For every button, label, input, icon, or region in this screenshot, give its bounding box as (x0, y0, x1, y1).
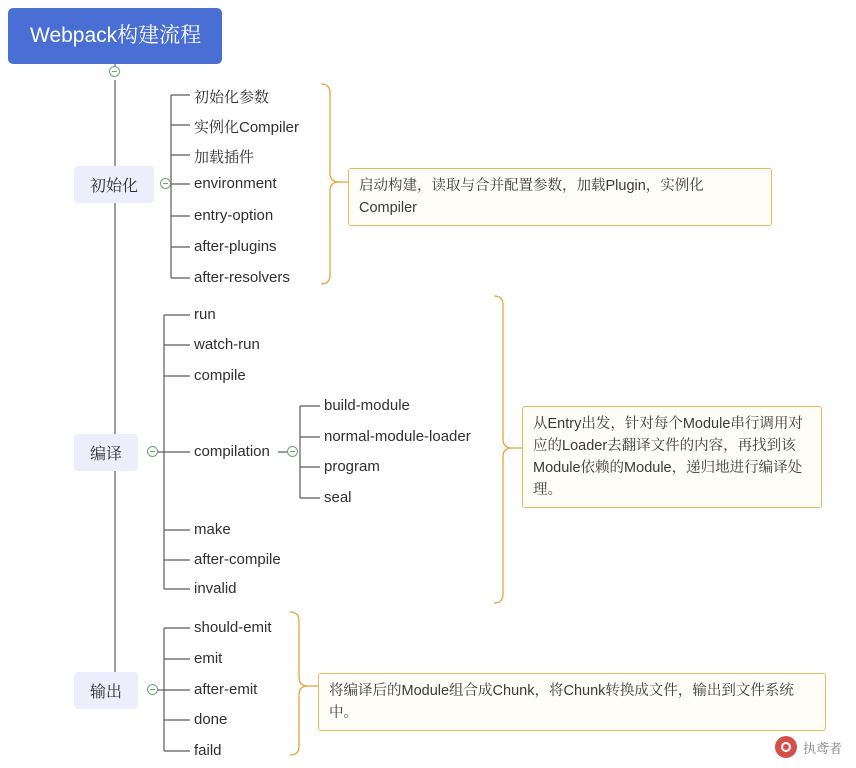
leaf-label: build-module (324, 397, 410, 414)
watermark (775, 736, 842, 758)
leaf-compilation-3[interactable] (324, 487, 352, 508)
leaf-label: make (194, 521, 231, 538)
watermark-text: 执鸢者 (802, 740, 842, 756)
note-init (348, 168, 772, 226)
leaf-compilation-2[interactable] (324, 456, 380, 477)
leaf-label: entry-option (194, 207, 274, 224)
note-text: 从Entry出发，针对每个Module串行调用对应的Loader去翻译文件的内容，再找到该Module依赖的Module，递归地进行编译处理。 (533, 416, 803, 498)
leaf-label: watch-run (194, 336, 260, 353)
leaf-compile-3[interactable] (194, 441, 270, 462)
watermark-logo-icon (775, 736, 797, 758)
leaf-label: run (194, 306, 216, 323)
branch-node-init[interactable] (74, 166, 154, 203)
branch-node-output[interactable] (74, 672, 138, 709)
leaf-label: 初始化参数 (194, 89, 270, 106)
leaf-compile-4[interactable] (194, 519, 231, 540)
leaf-init-4[interactable] (194, 205, 273, 226)
collapse-toggle-output[interactable] (147, 684, 158, 695)
leaf-label: seal (324, 489, 352, 506)
collapse-toggle-init[interactable] (160, 178, 171, 189)
root-node[interactable] (8, 8, 222, 64)
leaf-output-0[interactable] (194, 617, 272, 638)
leaf-compilation-0[interactable] (324, 395, 410, 416)
leaf-compilation-1[interactable] (324, 426, 471, 447)
note-output (318, 673, 826, 731)
note-text: 将编译后的Module组合成Chunk，将Chunk转换成文件，输出到文件系统中。 (329, 683, 794, 721)
root-label: Webpack构建流程 (30, 24, 202, 47)
leaf-label: compilation (194, 443, 270, 460)
leaf-label: done (194, 711, 228, 728)
leaf-label: 加载插件 (194, 149, 255, 166)
branch-label-compile: 编译 (90, 446, 123, 463)
leaf-label: compile (194, 367, 246, 384)
leaf-init-2[interactable] (194, 144, 254, 169)
leaf-init-5[interactable] (194, 236, 277, 257)
branch-node-compile[interactable] (74, 434, 138, 471)
leaf-label: environment (194, 175, 277, 192)
leaf-init-6[interactable] (194, 267, 290, 288)
leaf-label: faild (194, 742, 222, 759)
branch-label-init: 初始化 (90, 178, 139, 195)
branch-label-output: 输出 (90, 684, 123, 701)
leaf-label: after-plugins (194, 238, 277, 255)
collapse-toggle-compile[interactable] (147, 446, 158, 457)
note-text: 启动构建，读取与合并配置参数，加载Plugin，实例化Compiler (359, 178, 704, 216)
leaf-label: program (324, 458, 380, 475)
leaf-output-2[interactable] (194, 679, 257, 700)
leaf-label: emit (194, 650, 223, 667)
leaf-compile-5[interactable] (194, 549, 281, 570)
leaf-compile-6[interactable] (194, 578, 237, 599)
leaf-label: 实例化Compiler (194, 119, 300, 136)
leaf-label: after-emit (194, 681, 258, 698)
collapse-toggle-compilation[interactable] (287, 446, 298, 457)
leaf-label: normal-module-loader (324, 428, 471, 445)
leaf-label: should-emit (194, 619, 272, 636)
note-compile (522, 406, 822, 508)
collapse-toggle-root[interactable] (109, 66, 120, 77)
leaf-label: after-compile (194, 551, 281, 568)
leaf-init-3[interactable] (194, 173, 277, 194)
leaf-label: after-resolvers (194, 269, 290, 286)
leaf-init-1[interactable] (194, 114, 299, 139)
leaf-label: invalid (194, 580, 237, 597)
leaf-init-0[interactable] (194, 84, 269, 109)
leaf-output-3[interactable] (194, 709, 227, 730)
leaf-compile-1[interactable] (194, 334, 260, 355)
leaf-compile-0[interactable] (194, 304, 216, 325)
leaf-compile-2[interactable] (194, 365, 246, 386)
leaf-output-1[interactable] (194, 648, 222, 669)
leaf-output-4[interactable] (194, 740, 222, 761)
